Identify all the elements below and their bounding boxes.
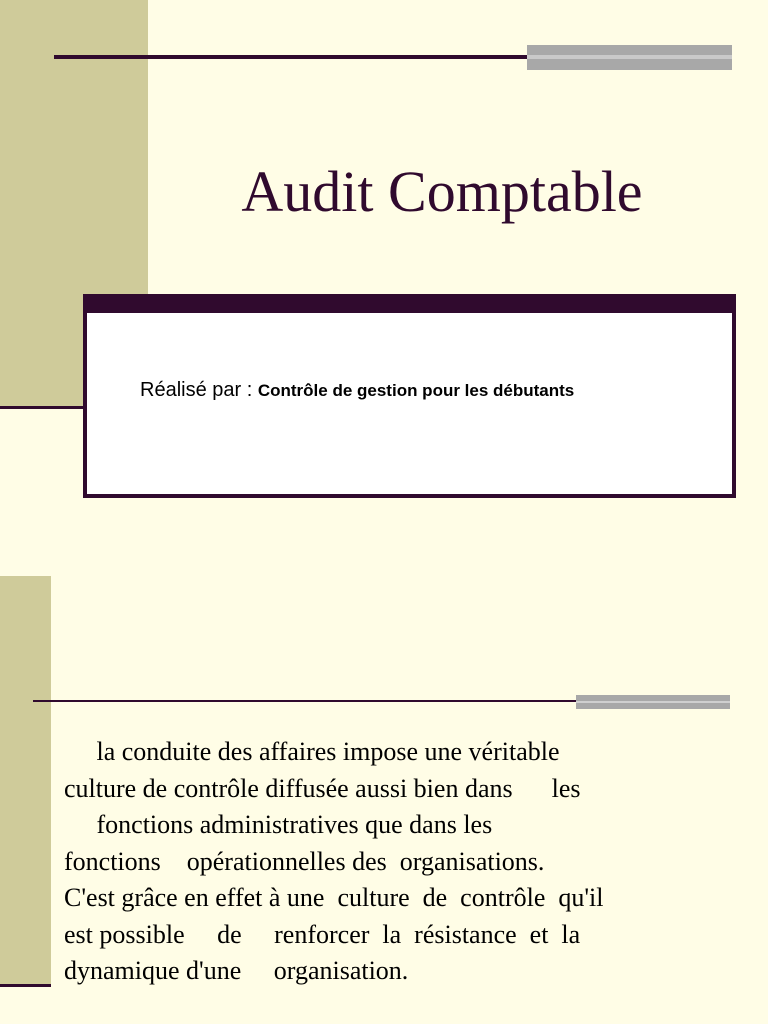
- body-text: [64, 734, 740, 990]
- side-rule: [0, 406, 86, 409]
- side-band: [0, 576, 51, 986]
- subtitle-line: [140, 379, 574, 402]
- subtitle-box: [83, 294, 736, 498]
- side-rule: [0, 984, 51, 987]
- grey-accent-bar: [576, 695, 730, 709]
- body-line: est possible de renforcer la résistance et la: [64, 919, 581, 949]
- body-line: dynamique d'une organisation.: [64, 956, 409, 985]
- grey-accent-bar: [527, 45, 732, 70]
- slide-title-text: Audit Comptable: [241, 159, 643, 224]
- body-line: culture de contrôle diffusée aussi bien dans les: [64, 773, 581, 803]
- subtitle-label: Réalisé par :: [140, 379, 258, 401]
- body-line: fonctions administratives que dans les: [64, 810, 493, 839]
- slide-content: [0, 512, 768, 1024]
- body-line: la conduite des affaires impose une véritable: [64, 737, 560, 766]
- subtitle-value: Contrôle de gestion pour les débutants: [257, 381, 575, 400]
- body-line: fonctions opérationnelles des organisations.: [64, 846, 545, 876]
- body-line: C'est grâce en effet à une culture de contrôle qu'il: [64, 883, 604, 912]
